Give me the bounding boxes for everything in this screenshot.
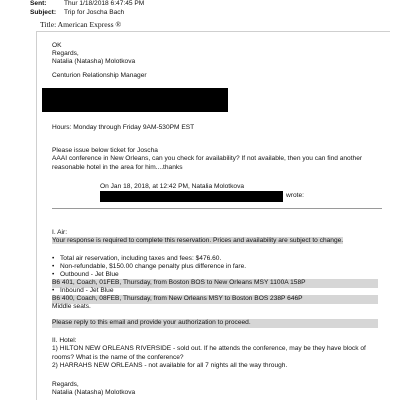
signature-role: Centurion Relationship Manager <box>52 72 147 79</box>
regards-text: Regards, <box>52 50 79 57</box>
bullet-text: Outbound - Jet Blue <box>60 271 119 278</box>
document-title: Title: American Express ® <box>40 20 122 29</box>
wrote-text: wrote: <box>286 192 304 199</box>
ok-text: OK <box>52 42 62 49</box>
hours-text: Hours: Monday through Friday 9AM-530PM EST <box>52 124 195 131</box>
sent-label: Sent: <box>30 0 47 7</box>
quote-divider <box>52 208 382 209</box>
subject-value: Trip for Joscha Bach <box>64 9 125 16</box>
hotel-heading: II. Hotel: <box>52 337 77 344</box>
regards-text: Regards, <box>52 381 79 388</box>
flight-inbound <box>52 295 378 304</box>
issue-text: Please issue below ticket for Joscha <box>52 147 158 154</box>
bullet-dot: • <box>52 263 55 270</box>
redaction-email <box>100 191 283 202</box>
bullet-dot: • <box>52 287 55 294</box>
middle-seats-text: Middle seats. <box>52 303 91 310</box>
redaction-block <box>42 88 228 112</box>
notice-text <box>52 237 384 246</box>
notice-highlight: Your response is required to complete this reservation. Prices and availability are subject to change. <box>52 237 344 244</box>
subject-row <box>30 9 144 18</box>
email-header <box>30 0 144 18</box>
reply-highlight: Please reply to this email and provide your authorization to proceed. <box>52 319 378 328</box>
aaai-text: AAAI conference in New Orleans, can you check for availability? If not available, then you can find another reasonable hotel in the area for him....thanks <box>52 155 363 171</box>
quote-date-text: On Jan 18, 2018, at 12:42 PM, Natalia Molotkova <box>100 183 245 190</box>
hotel-option-1: 1) HILTON NEW ORLEANS RIVERSIDE - sold out. If he attends the conference, may be they have block of rooms? What is the name of the conference? <box>52 345 366 361</box>
bullet-text: Total air reservation, including taxes and fees: $476.60. <box>60 255 222 262</box>
signature-name: Natalia (Natasha) Molotkova <box>52 389 136 396</box>
air-heading: I. Air: <box>52 229 68 236</box>
bullet-text: Non-refundable, $150.00 change penalty plus difference in fare. <box>60 263 247 270</box>
hotel-option-2: 2) HARRAHS NEW ORLEANS - not available for all 7 nights all the way through. <box>52 362 288 369</box>
bullet-dot: • <box>52 271 55 278</box>
sent-value: Thur 1/18/2018 6:47:45 PM <box>64 0 145 7</box>
bullet-dot: • <box>52 255 55 262</box>
signature-name: Natalia (Natasha) Molotkova <box>52 58 136 65</box>
flight-inbound-highlight: B6 400, Coach, 08FEB, Thursday, from New Orleans MSY to Boston BOS 238P 646P <box>52 295 378 304</box>
reply-text <box>52 319 378 328</box>
bullet-text: Inbound - Jet Blue <box>60 287 114 294</box>
flight-outbound-highlight: B6 401, Coach, 01FEB, Thursday, from Boston BOS to New Orleans MSY 1100A 158P <box>52 279 378 288</box>
subject-label: Subject: <box>30 9 57 16</box>
sent-row <box>30 0 144 9</box>
